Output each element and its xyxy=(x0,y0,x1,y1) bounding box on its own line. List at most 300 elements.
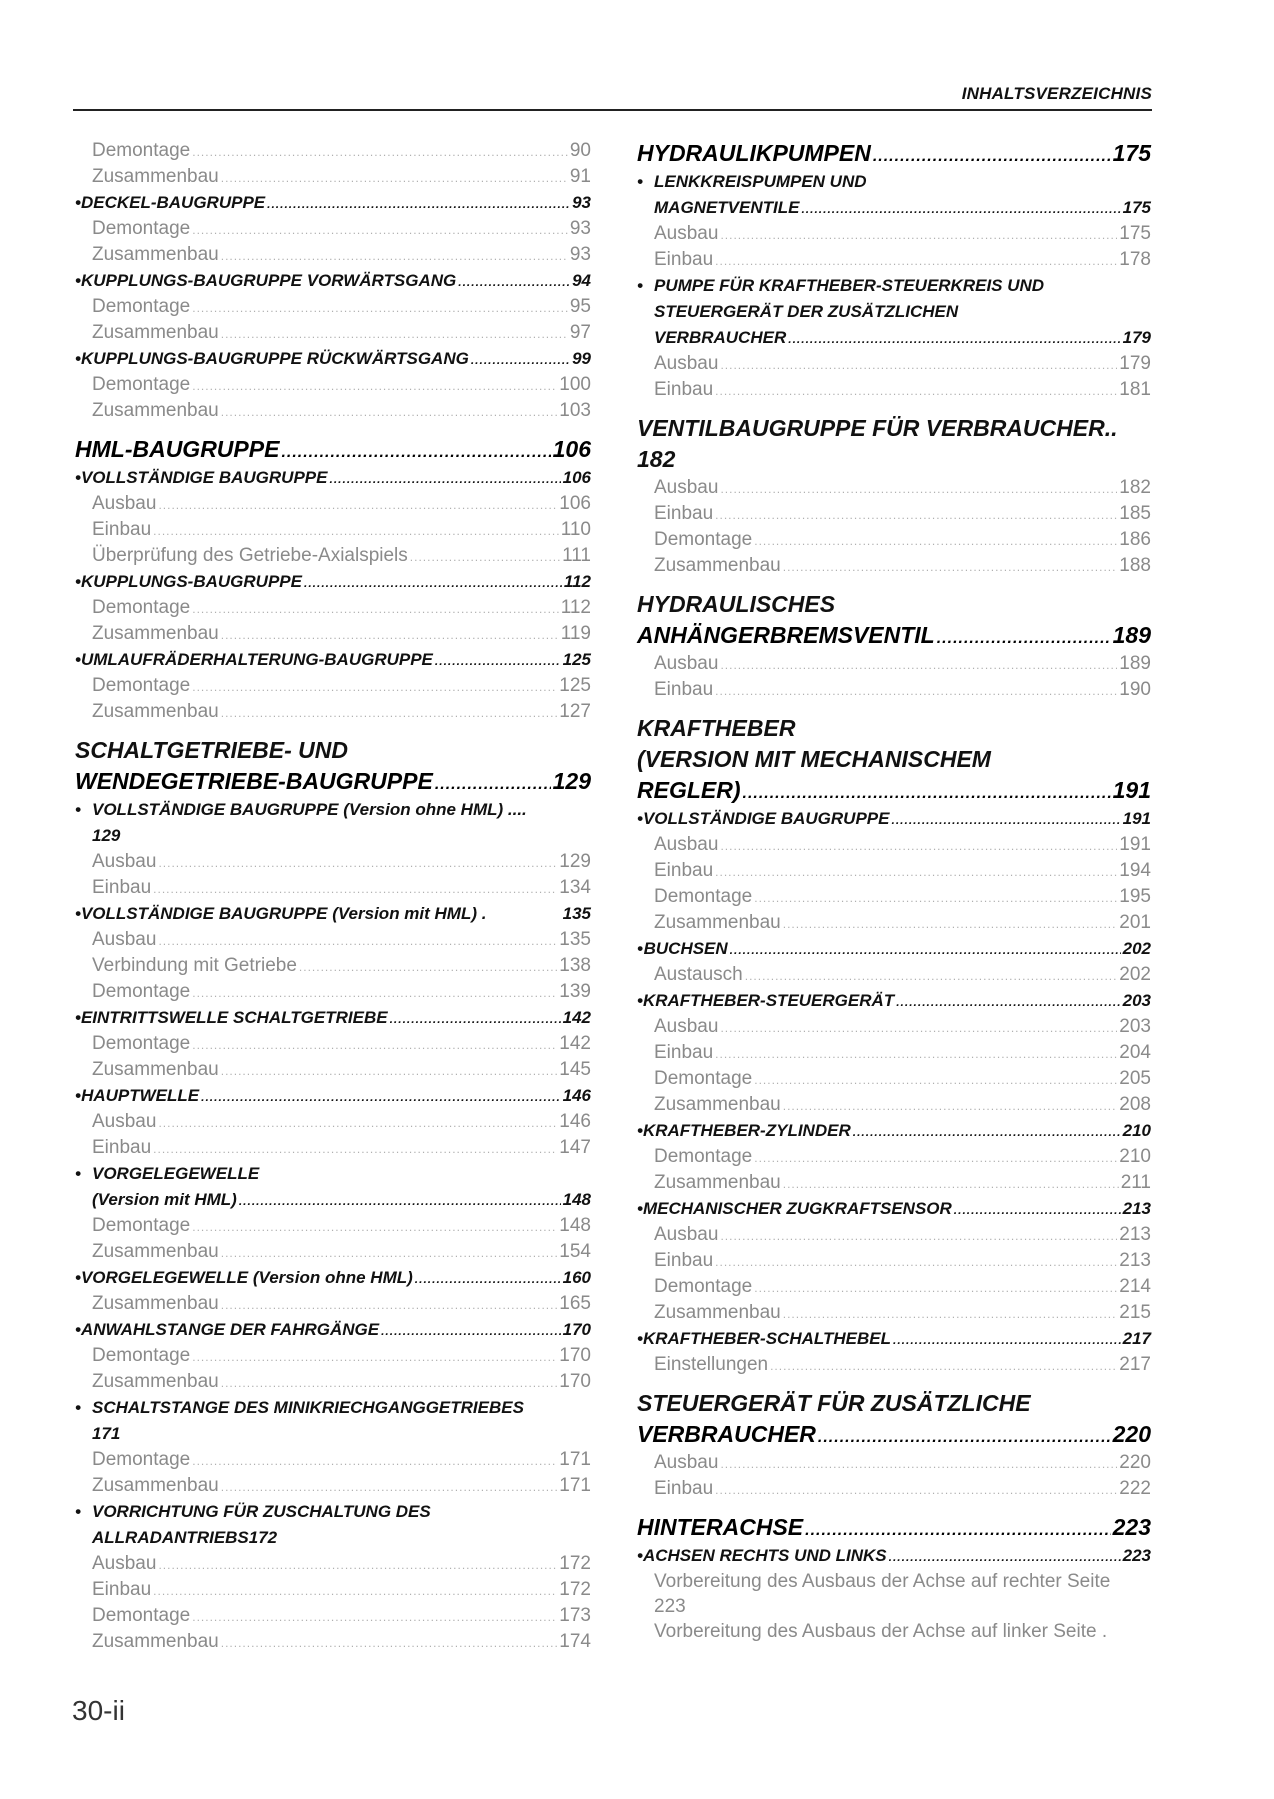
section-label: WENDEGETRIEBE-BAUGRUPPE xyxy=(75,768,433,794)
entry-page: 201 xyxy=(1119,912,1151,933)
toc-section[interactable] xyxy=(637,413,1151,475)
toc-item[interactable] xyxy=(637,1543,1151,1569)
toc-entry[interactable] xyxy=(75,699,591,725)
page-number: 30-ii xyxy=(72,1695,125,1726)
toc-entry[interactable] xyxy=(75,1057,591,1083)
entry-label: Verbindung mit Getriebe xyxy=(92,955,297,976)
leader-dots xyxy=(221,321,568,347)
bullet-icon: • xyxy=(75,1320,81,1339)
entry-page: 189 xyxy=(1119,653,1151,674)
toc-section[interactable] xyxy=(637,138,1151,169)
entry-label: Einbau xyxy=(654,249,714,270)
toc-entry[interactable] xyxy=(75,320,591,346)
leader-dots xyxy=(783,1093,1118,1119)
entry-page: 185 xyxy=(1119,503,1151,524)
section-label: HINTERACHSE xyxy=(637,1514,804,1540)
leader-dots xyxy=(720,652,1117,678)
toc-entry[interactable] xyxy=(75,1577,591,1603)
section-label: ANHÄNGERBREMSVENTIL xyxy=(637,622,935,648)
entry-label: Demontage xyxy=(92,1605,191,1626)
leader-dots xyxy=(158,850,557,876)
section-page: 189 xyxy=(1112,622,1151,648)
bullet-icon: • xyxy=(75,800,81,819)
header-rule xyxy=(73,109,1152,111)
item-label-line2: ALLRADANTRIEBS172 xyxy=(92,1528,278,1547)
entry-page: 191 xyxy=(1119,834,1151,855)
item-page: 93 xyxy=(572,193,591,212)
leader-dots xyxy=(153,1578,557,1604)
item-label: DECKEL-BAUGRUPPE xyxy=(80,193,266,212)
item-label: SCHALTSTANGE DES MINIKRIECHGANGGETRIEBES xyxy=(92,1398,524,1417)
toc-item[interactable] xyxy=(637,273,1151,351)
toc-entry[interactable] xyxy=(75,1031,591,1057)
entry-label: Einbau xyxy=(654,379,714,400)
entry-label: Zusammenbau xyxy=(654,1094,781,1115)
bullet-icon: • xyxy=(75,1398,81,1417)
entry-label: Demontage xyxy=(92,981,191,1002)
item-label-line1: VORGELEGEWELLE xyxy=(92,1164,260,1183)
leader-dots xyxy=(715,678,1117,704)
toc-entry[interactable] xyxy=(637,221,1151,247)
leader-dots xyxy=(783,1301,1118,1327)
entry-label: Demontage xyxy=(654,1146,753,1167)
toc-entry[interactable] xyxy=(75,294,591,320)
item-page: 94 xyxy=(572,271,591,290)
leader-dots xyxy=(299,954,557,980)
toc-entry[interactable] xyxy=(637,1222,1151,1248)
toc-entry[interactable] xyxy=(637,1476,1151,1502)
leader-dots xyxy=(720,1451,1117,1477)
entry-label: Zusammenbau xyxy=(92,244,219,265)
entry-page: 147 xyxy=(559,1137,591,1158)
toc-entry[interactable] xyxy=(637,910,1151,936)
toc-entry[interactable] xyxy=(637,1619,1151,1644)
toc-item[interactable] xyxy=(637,988,1151,1014)
item-label-line2-row xyxy=(637,195,1151,221)
toc-entry[interactable] xyxy=(75,398,591,424)
entry-label: Demontage xyxy=(92,140,191,161)
leader-dots xyxy=(720,833,1117,859)
toc-entry[interactable] xyxy=(637,247,1151,273)
entry-page: 93 xyxy=(569,244,591,265)
entry-page: 202 xyxy=(1119,964,1151,985)
toc-entry[interactable] xyxy=(637,1450,1151,1476)
leader-dots xyxy=(192,1604,557,1630)
entry-page: 127 xyxy=(559,701,591,722)
toc-entry[interactable] xyxy=(75,673,591,699)
leader-dots xyxy=(853,1119,1121,1145)
toc-entry[interactable] xyxy=(75,164,591,190)
leader-dots xyxy=(720,222,1117,248)
toc-entry[interactable] xyxy=(75,1603,591,1629)
entry-label: Ausbau xyxy=(654,353,719,374)
toc-item[interactable] xyxy=(75,1317,591,1343)
leader-dots xyxy=(192,1344,557,1370)
toc-entry[interactable] xyxy=(75,1109,591,1135)
toc-entry[interactable] xyxy=(637,475,1151,501)
entry-page: 148 xyxy=(559,1215,591,1236)
toc-right-column xyxy=(637,138,1151,1644)
entry-label: Ausbau xyxy=(92,1553,157,1574)
leader-dots xyxy=(410,544,560,570)
toc-entry[interactable] xyxy=(75,1343,591,1369)
toc-item[interactable] xyxy=(637,1326,1151,1352)
bullet-icon: • xyxy=(637,939,643,958)
entry-label: Zusammenbau xyxy=(654,1302,781,1323)
toc-item[interactable] xyxy=(75,1499,591,1551)
item-label: VORGELEGEWELLE (Version ohne HML) xyxy=(80,1268,413,1287)
entry-page: 178 xyxy=(1119,249,1151,270)
toc-entry[interactable] xyxy=(637,1569,1151,1619)
toc-entry[interactable] xyxy=(637,858,1151,884)
entry-label: Einbau xyxy=(654,1042,714,1063)
entry-label: Zusammenbau xyxy=(92,400,219,421)
toc-entry[interactable] xyxy=(637,1170,1151,1196)
toc-section[interactable] xyxy=(637,589,1151,651)
toc-entry[interactable] xyxy=(637,351,1151,377)
item-page: 223 xyxy=(1122,1546,1151,1565)
item-page: 203 xyxy=(1122,991,1151,1010)
toc-item[interactable] xyxy=(637,936,1151,962)
item-label: KRAFTHEBER-ZYLINDER xyxy=(642,1121,851,1140)
section-label-line2-row xyxy=(75,766,591,797)
toc-item[interactable] xyxy=(75,190,591,216)
toc-entry[interactable] xyxy=(637,677,1151,703)
entry-page: 179 xyxy=(1119,353,1151,374)
leader-dots xyxy=(818,1422,1111,1453)
leader-dots xyxy=(458,269,570,295)
leader-dots xyxy=(381,1318,561,1344)
entry-label: Ausbau xyxy=(654,1224,719,1245)
toc-section[interactable] xyxy=(637,1512,1151,1543)
entry-label: Demontage xyxy=(92,1449,191,1470)
toc-entry[interactable] xyxy=(637,884,1151,910)
entry-page: 135 xyxy=(559,929,591,950)
entry-label: Demontage xyxy=(654,1068,753,1089)
section-label-line1: STEUERGERÄT FÜR ZUSÄTZLICHE xyxy=(637,1390,1031,1416)
toc-item[interactable] xyxy=(637,1118,1151,1144)
toc-entry[interactable] xyxy=(75,1447,591,1473)
leader-dots xyxy=(153,518,559,544)
toc-left-column xyxy=(75,138,591,1655)
leader-dots xyxy=(415,1266,561,1292)
leader-dots xyxy=(754,885,1117,911)
leader-dots xyxy=(783,554,1118,580)
entry-page: 172 xyxy=(559,1553,591,1574)
leader-dots xyxy=(221,1370,558,1396)
bullet-icon: • xyxy=(637,1329,643,1348)
leader-dots xyxy=(158,492,557,518)
entry-label: Demontage xyxy=(92,675,191,696)
toc-entry[interactable] xyxy=(75,1135,591,1161)
item-page: 106 xyxy=(562,468,591,487)
entry-label: Ausbau xyxy=(92,1111,157,1132)
toc-entry[interactable] xyxy=(75,138,591,164)
leader-dots xyxy=(471,347,570,373)
bullet-icon: • xyxy=(75,349,81,368)
item-page: 148 xyxy=(562,1190,591,1209)
toc-entry[interactable] xyxy=(75,953,591,979)
entry-page: 125 xyxy=(559,675,591,696)
leader-dots xyxy=(715,1041,1117,1067)
toc-section[interactable] xyxy=(75,735,591,797)
entry-page: 119 xyxy=(560,623,591,644)
bullet-icon: • xyxy=(75,468,81,487)
section-label: VERBRAUCHER xyxy=(637,1421,816,1447)
toc-entry[interactable] xyxy=(637,1352,1151,1378)
toc-item[interactable] xyxy=(75,1161,591,1213)
leader-dots xyxy=(221,1058,558,1084)
leader-dots xyxy=(192,596,558,622)
item-label: ACHSEN RECHTS UND LINKS xyxy=(642,1546,887,1565)
entry-page: 90 xyxy=(569,140,591,161)
section-label-line2-row xyxy=(637,620,1151,651)
toc-entry[interactable] xyxy=(637,1300,1151,1326)
toc-entry[interactable] xyxy=(75,242,591,268)
entry-page: 171 xyxy=(559,1475,591,1496)
toc-entry[interactable] xyxy=(75,372,591,398)
item-label: MECHANISCHER ZUGKRAFTSENSOR xyxy=(642,1199,952,1218)
leader-dots xyxy=(221,165,568,191)
item-label: BUCHSEN xyxy=(643,939,728,958)
entry-page: 188 xyxy=(1119,555,1151,576)
toc-section[interactable] xyxy=(637,713,1151,806)
entry-page: 146 xyxy=(559,1111,591,1132)
section-page: 191 xyxy=(1112,777,1151,803)
entry-label: Zusammenbau xyxy=(92,1241,219,1262)
leader-dots xyxy=(754,1067,1117,1093)
toc-section[interactable] xyxy=(637,1388,1151,1450)
entry-page: 181 xyxy=(1119,379,1151,400)
entry-page: 172 xyxy=(559,1579,591,1600)
toc-item[interactable] xyxy=(75,268,591,294)
entry-page: 170 xyxy=(559,1345,591,1366)
toc-entry[interactable] xyxy=(75,1551,591,1577)
toc-entry[interactable] xyxy=(75,595,591,621)
item-page: 160 xyxy=(562,1268,591,1287)
running-header-title: INHALTSVERZEICHNIS xyxy=(961,84,1152,103)
toc-entry[interactable] xyxy=(637,527,1151,553)
leader-dots xyxy=(805,1515,1111,1546)
leader-dots xyxy=(192,674,557,700)
leader-dots xyxy=(783,1171,1119,1197)
bullet-icon: • xyxy=(637,809,643,828)
toc-entry[interactable] xyxy=(75,849,591,875)
entry-label: Ausbau xyxy=(654,1452,719,1473)
entry-page: 217 xyxy=(1119,1354,1151,1375)
toc-item[interactable] xyxy=(75,797,591,849)
leader-dots xyxy=(221,243,568,269)
entry-label: Demontage xyxy=(92,1215,191,1236)
leader-dots xyxy=(267,191,570,217)
section-label-line1: HYDRAULISCHES xyxy=(637,591,836,617)
entry-page: 214 xyxy=(1119,1276,1151,1297)
entry-page: 174 xyxy=(559,1631,591,1652)
toc-entry[interactable] xyxy=(75,1629,591,1655)
bullet-icon: • xyxy=(75,193,81,212)
entry-page: 106 xyxy=(559,493,591,514)
entry-page: 93 xyxy=(569,218,591,239)
toc-entry[interactable] xyxy=(637,1040,1151,1066)
entry-label: Einbau xyxy=(654,679,714,700)
toc-item[interactable] xyxy=(75,465,591,491)
toc-section[interactable] xyxy=(75,434,591,465)
section-label-line1: SCHALTGETRIEBE- UND xyxy=(75,737,349,763)
toc-item[interactable] xyxy=(75,1083,591,1109)
entry-label: Ausbau xyxy=(654,834,719,855)
toc-item[interactable] xyxy=(75,1265,591,1291)
entry-label: Vorbereitung des Ausbaus der Achse auf linker Seite . xyxy=(654,1621,1108,1642)
entry-page: 103 xyxy=(559,400,591,421)
leader-dots xyxy=(304,570,562,596)
entry-page: 171 xyxy=(559,1449,591,1470)
entry-page: 195 xyxy=(1119,886,1151,907)
bullet-icon: • xyxy=(75,904,81,923)
toc-item[interactable] xyxy=(75,1005,591,1031)
toc-item[interactable] xyxy=(75,1395,591,1447)
entry-page: 194 xyxy=(1119,860,1151,881)
toc-entry[interactable] xyxy=(637,1144,1151,1170)
item-page: 125 xyxy=(562,650,591,669)
entry-label: Zusammenbau xyxy=(654,1172,781,1193)
entry-page: 110 xyxy=(560,519,591,540)
bullet-icon: • xyxy=(75,572,81,591)
entry-page: 213 xyxy=(1119,1250,1151,1271)
toc-entry[interactable] xyxy=(75,543,591,569)
entry-label: Ausbau xyxy=(92,493,157,514)
bullet-icon: • xyxy=(637,172,643,191)
entry-page: 145 xyxy=(559,1059,591,1080)
leader-dots xyxy=(192,1448,557,1474)
toc-entry[interactable] xyxy=(637,1092,1151,1118)
leader-dots xyxy=(715,1477,1117,1503)
toc-entry[interactable] xyxy=(75,1213,591,1239)
entry-page: 142 xyxy=(559,1033,591,1054)
entry-label: Ausbau xyxy=(654,223,719,244)
section-label-line3-row xyxy=(637,775,1151,806)
item-label: VOLLSTÄNDIGE BAUGRUPPE (Version ohne HML) .... xyxy=(92,800,527,819)
toc-item[interactable] xyxy=(75,569,591,595)
toc-item[interactable] xyxy=(637,1196,1151,1222)
toc-entry[interactable] xyxy=(637,501,1151,527)
toc-entry[interactable] xyxy=(75,1239,591,1265)
entry-label: Zusammenbau xyxy=(92,701,219,722)
item-page: 191 xyxy=(1122,809,1151,828)
toc-item[interactable] xyxy=(75,647,591,673)
leader-dots xyxy=(192,139,568,165)
entry-label: Zusammenbau xyxy=(92,1631,219,1652)
item-label: (Version mit HML) xyxy=(92,1190,237,1209)
toc-entry[interactable] xyxy=(75,1369,591,1395)
entry-label: Einbau xyxy=(92,1137,152,1158)
entry-page: 210 xyxy=(1119,1146,1151,1167)
section-label: HML-BAUGRUPPE xyxy=(75,436,280,462)
item-label: VOLLSTÄNDIGE BAUGRUPPE xyxy=(80,468,328,487)
bullet-icon: • xyxy=(75,1268,81,1287)
entry-page: 97 xyxy=(569,322,591,343)
toc-entry[interactable] xyxy=(75,875,591,901)
entry-page: 100 xyxy=(559,374,591,395)
toc-entry[interactable] xyxy=(75,979,591,1005)
toc-entry[interactable] xyxy=(637,1014,1151,1040)
entry-label: Zusammenbau xyxy=(92,1293,219,1314)
item-label: VERBRAUCHER xyxy=(654,328,787,347)
entry-label: Zusammenbau xyxy=(654,912,781,933)
toc-entry[interactable] xyxy=(637,1248,1151,1274)
leader-dots xyxy=(937,623,1111,654)
entry-page: 203 xyxy=(1119,1016,1151,1037)
item-page: 135 xyxy=(562,904,591,923)
item-page: 213 xyxy=(1122,1199,1151,1218)
entry-label: Demontage xyxy=(654,886,753,907)
entry-label: Überprüfung des Getriebe-Axialspiels xyxy=(92,545,408,566)
toc-entry[interactable] xyxy=(75,216,591,242)
leader-dots xyxy=(754,528,1117,554)
toc-entry[interactable] xyxy=(637,1274,1151,1300)
toc-item[interactable] xyxy=(637,806,1151,832)
item-label: VOLLSTÄNDIGE BAUGRUPPE xyxy=(642,809,890,828)
toc-entry[interactable] xyxy=(75,491,591,517)
leader-dots xyxy=(720,476,1117,502)
leader-dots xyxy=(873,141,1111,172)
entry-page: 154 xyxy=(559,1241,591,1262)
entry-label: Demontage xyxy=(92,218,191,239)
toc-entry[interactable] xyxy=(637,553,1151,579)
item-page: 99 xyxy=(572,349,591,368)
section-page: 182 xyxy=(637,446,676,472)
leader-dots xyxy=(715,1249,1117,1275)
toc-entry[interactable] xyxy=(75,927,591,953)
section-label: VENTILBAUGRUPPE FÜR VERBRAUCHER.. xyxy=(637,415,1118,441)
toc-entry[interactable] xyxy=(75,1291,591,1317)
section-page: 220 xyxy=(1112,1421,1151,1447)
entry-label: Zusammenbau xyxy=(92,1059,219,1080)
item-page: 142 xyxy=(562,1008,591,1027)
leader-dots xyxy=(889,1544,1121,1570)
toc-entry[interactable] xyxy=(637,832,1151,858)
leader-dots xyxy=(221,1630,558,1656)
entry-label: Austausch xyxy=(654,964,743,985)
toc-entry[interactable] xyxy=(75,517,591,543)
toc-entry[interactable] xyxy=(637,651,1151,677)
toc-item[interactable] xyxy=(75,346,591,372)
toc-entry[interactable] xyxy=(75,1473,591,1499)
entry-label: Ausbau xyxy=(654,477,719,498)
item-label-line2: STEUERGERÄT DER ZUSÄTZLICHEN xyxy=(654,302,959,321)
toc-entry[interactable] xyxy=(637,377,1151,403)
leader-dots xyxy=(158,1552,557,1578)
section-page: 175 xyxy=(1112,140,1151,166)
leader-dots xyxy=(329,466,560,492)
toc-entry[interactable] xyxy=(637,962,1151,988)
entry-label: Demontage xyxy=(92,296,191,317)
leader-dots xyxy=(788,326,1120,352)
leader-dots xyxy=(153,876,557,902)
entry-label: Demontage xyxy=(92,1345,191,1366)
entry-label: Einbau xyxy=(92,1579,152,1600)
leader-dots xyxy=(801,196,1120,222)
toc-entry[interactable] xyxy=(75,621,591,647)
toc-item[interactable] xyxy=(75,901,591,927)
toc-entry[interactable] xyxy=(637,1066,1151,1092)
leader-dots xyxy=(192,1032,557,1058)
entry-page: 186 xyxy=(1119,529,1151,550)
leader-dots xyxy=(192,1214,557,1240)
entry-page: 139 xyxy=(559,981,591,1002)
entry-label: Einbau xyxy=(654,1478,714,1499)
item-label: KRAFTHEBER-STEUERGERÄT xyxy=(642,991,895,1010)
toc-item[interactable] xyxy=(637,169,1151,221)
